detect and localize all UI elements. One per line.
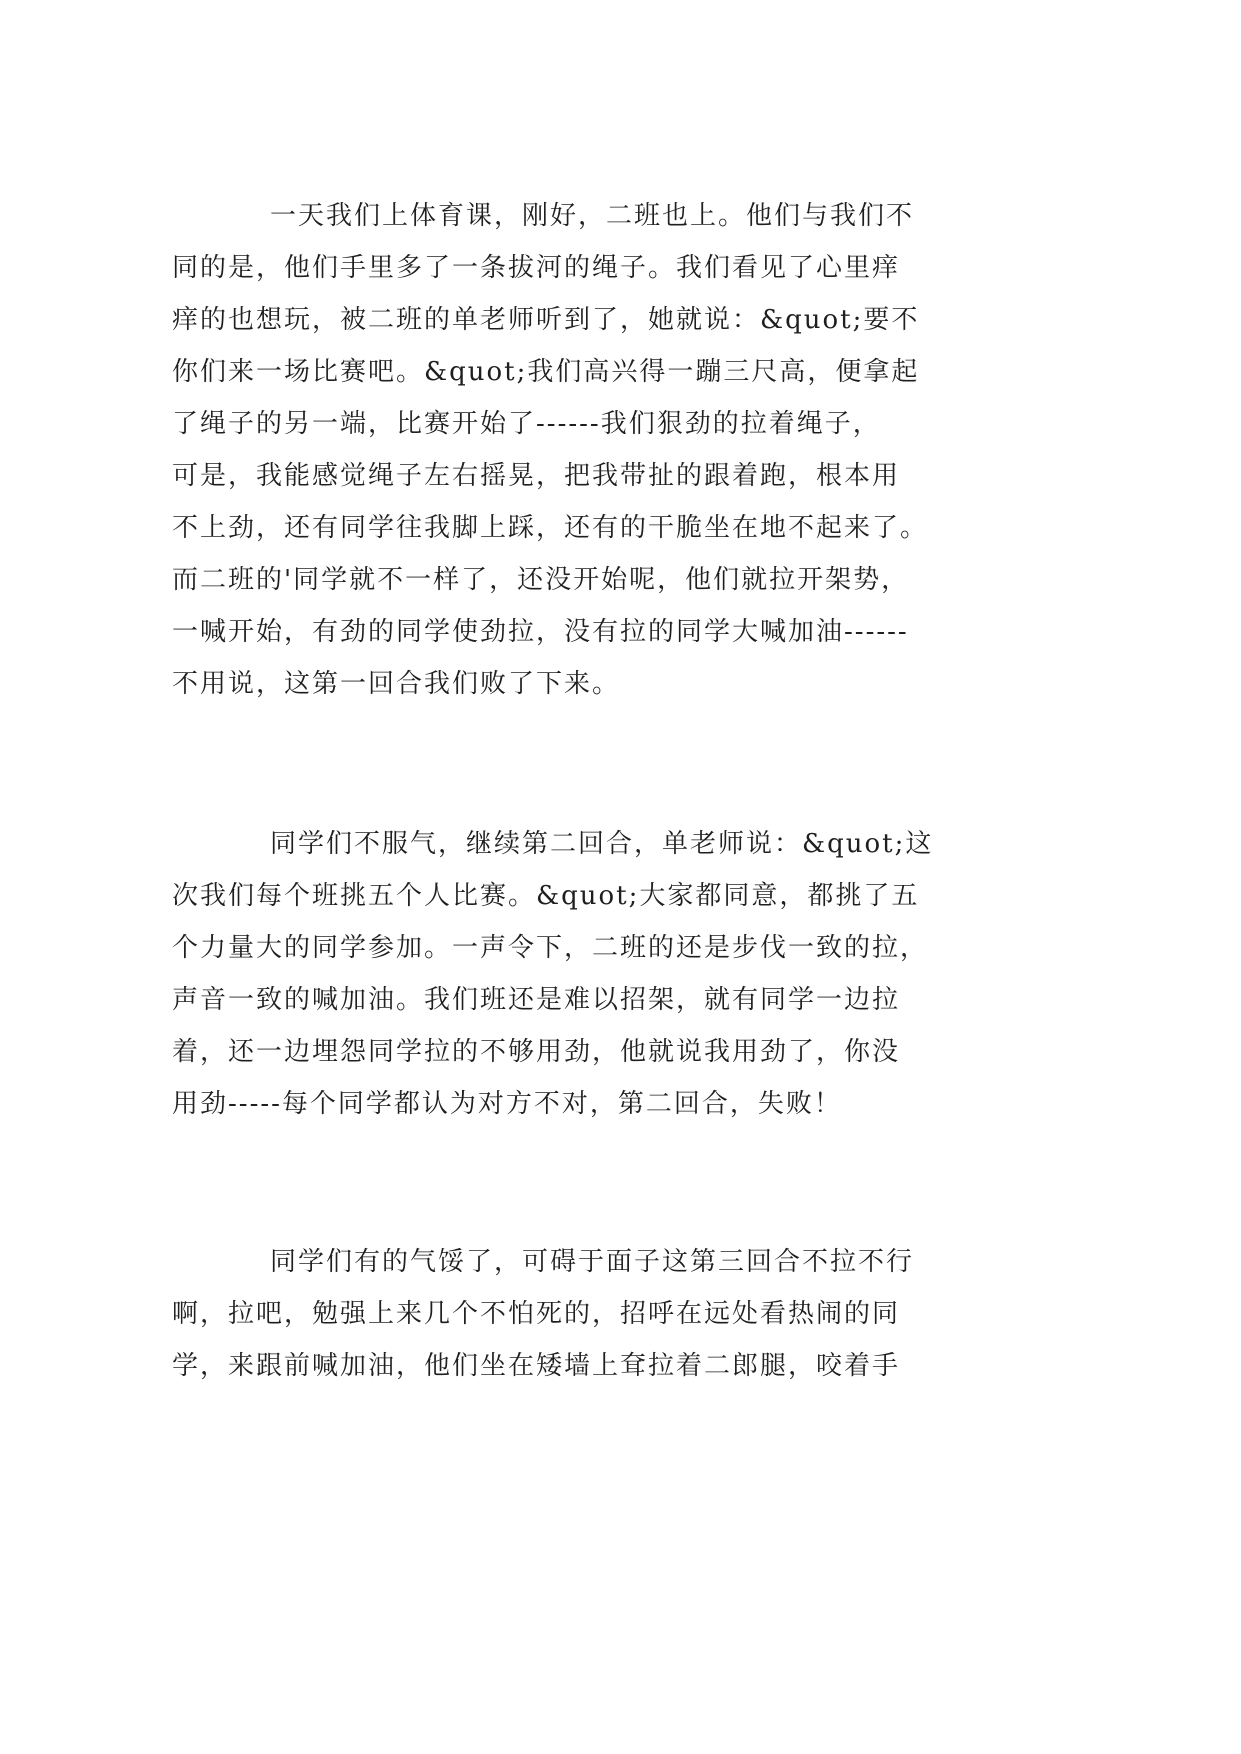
paragraph-line: 次我们每个班挑五个人比赛。&quot;大家都同意，都挑了五: [172, 881, 920, 911]
paragraph-line: 一天我们上体育课，刚好，二班也上。他们与我们不: [270, 201, 915, 231]
paragraph-line: 一喊开始，有劲的同学使劲拉，没有拉的同学大喊加油------: [172, 617, 909, 647]
paragraph-line: 而二班的'同学就不一样了，还没开始呢，他们就拉开架势，: [172, 565, 910, 595]
paragraph-line: 不用说，这第一回合我们败了下来。: [172, 669, 621, 699]
paragraph-2: [172, 818, 933, 1130]
paragraph-line: 了绳子的另一端，比赛开始了------我们狠劲的拉着绳子，: [172, 409, 881, 439]
paragraph-1: [172, 190, 928, 710]
paragraph-line: 可是，我能感觉绳子左右摇晃，把我带扯的跟着跑，根本用: [172, 461, 901, 491]
paragraph-line: 同的是，他们手里多了一条拔河的绳子。我们看见了心里痒: [172, 253, 901, 283]
paragraph-line: 声音一致的喊加油。我们班还是难以招架，就有同学一边拉: [172, 985, 901, 1015]
paragraph-line: 学，来跟前喊加油，他们坐在矮墙上耷拉着二郎腿，咬着手: [172, 1351, 901, 1381]
paragraph-line: 你们来一场比赛吧。&quot;我们高兴得一蹦三尺高，便拿起: [172, 357, 920, 387]
paragraph-line: 同学们有的气馁了，可碍于面子这第三回合不拉不行: [270, 1247, 915, 1277]
paragraph-3: [172, 1236, 914, 1392]
paragraph-line: 不上劲，还有同学往我脚上踩，还有的干脆坐在地不起来了。: [172, 513, 929, 543]
paragraph-line: 同学们不服气，继续第二回合，单老师说：&quot;这: [270, 829, 934, 859]
paragraph-line: 啊，拉吧，勉强上来几个不怕死的，招呼在远处看热闹的同: [172, 1299, 901, 1329]
paragraph-line: 痒的也想玩，被二班的单老师听到了，她就说：&quot;要不: [172, 305, 920, 335]
paragraph-line: 个力量大的同学参加。一声令下，二班的还是步伐一致的拉，: [172, 933, 929, 963]
paragraph-line: 着，还一边埋怨同学拉的不够用劲，他就说我用劲了，你没: [172, 1037, 901, 1067]
paragraph-line: 用劲-----每个同学都认为对方不对，第二回合，失败！: [172, 1089, 842, 1119]
